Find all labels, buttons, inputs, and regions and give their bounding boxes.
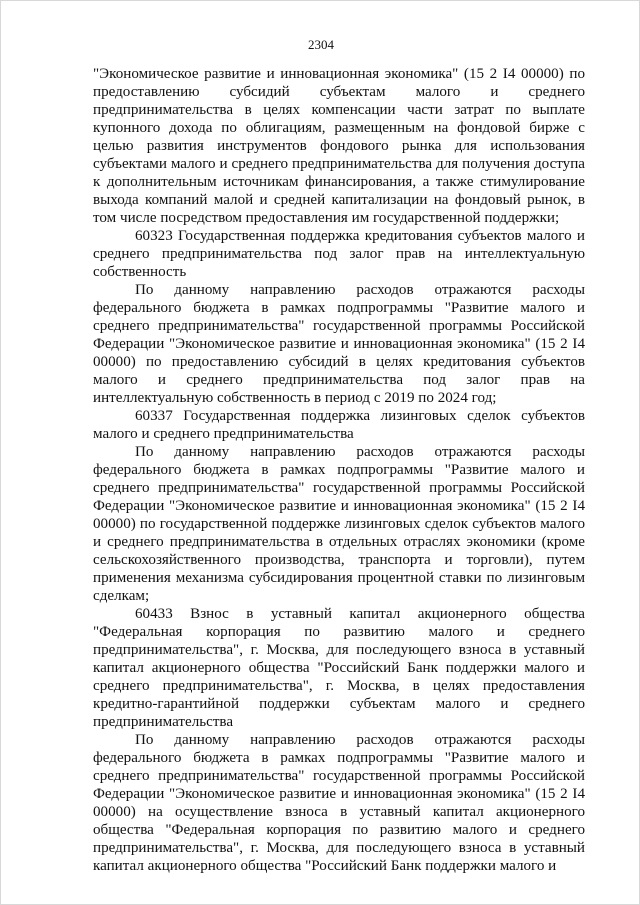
paragraph-60323-heading: 60323 Государственная поддержка кредитования субъектов малого и среднего предпринимательства под залог прав на интеллектуальную собственность [93,228,585,280]
document-body [93,65,585,875]
paragraph-60433-body: По данному направлению расходов отражаются расходы федерального бюджета в рамках подпрограммы "Развитие малого и среднего предпринимательства" государственной программы Российской Федерации "Экономическое развитие и инновационная экономика" (15 2 I4 00000) на осуществление взноса в уставный капитал акционерного общества "Федеральная корпорация по развитию малого и среднего предпринимательства", г. Москва, для последующего взноса в уставный капитал акционерного общества "Российский Банк поддержки малого и [93,732,585,874]
paragraph-continuation: "Экономическое развитие и инновационная экономика" (15 2 I4 00000) по предоставлению субсидий субъектам малого и среднего предпринимательства в целях компенсации части затрат по выплате купонного дохода по облигациям, размещенным на фондовой бирже с целью развития инструментов фондового рынка для использования субъектами малого и среднего предпринимательства для получения доступа к дополнительным источникам финансирования, а также стимулирование выхода компаний малой и средней капитализации на фондовый рынок, в том числе посредством предоставления им государственной поддержки; [93,66,585,226]
paragraph-60337-heading: 60337 Государственная поддержка лизинговых сделок субъектов малого и среднего предпринимательства [93,408,585,442]
paragraph-60323-body: По данному направлению расходов отражаются расходы федерального бюджета в рамках подпрограммы "Развитие малого и среднего предпринимательства" государственной программы Российской Федерации "Экономическое развитие и инновационная экономика" (15 2 I4 00000) по предоставлению субсидий в целях кредитования субъектов малого и среднего предпринимательства под залог прав на интеллектуальную собственность в период с 2019 по 2024 год; [93,282,585,406]
paragraph-60433-heading: 60433 Взнос в уставный капитал акционерного общества "Федеральная корпорация по развитию малого и среднего предпринимательства", г. Москва, для последующего взноса в уставный капитал акционерного общества "Российский Банк поддержки малого и среднего предпринимательства", г. Москва, в целях предоставления кредитно-гарантийной поддержки субъектам малого и среднего предпринимательства [93,606,585,730]
paragraph-60337-body: По данному направлению расходов отражаются расходы федерального бюджета в рамках подпрограммы "Развитие малого и среднего предпринимательства" государственной программы Российской Федерации "Экономическое развитие и инновационная экономика" (15 2 I4 00000) по государственной поддержке лизинговых сделок субъектов малого и среднего предпринимательства в отдельных отраслях экономики (кроме сельскохозяйственного производства, транспорта и торговли), путем применения механизма субсидирования процентной ставки по лизинговым сделкам; [93,444,585,604]
page-number: 2304 [308,37,334,52]
